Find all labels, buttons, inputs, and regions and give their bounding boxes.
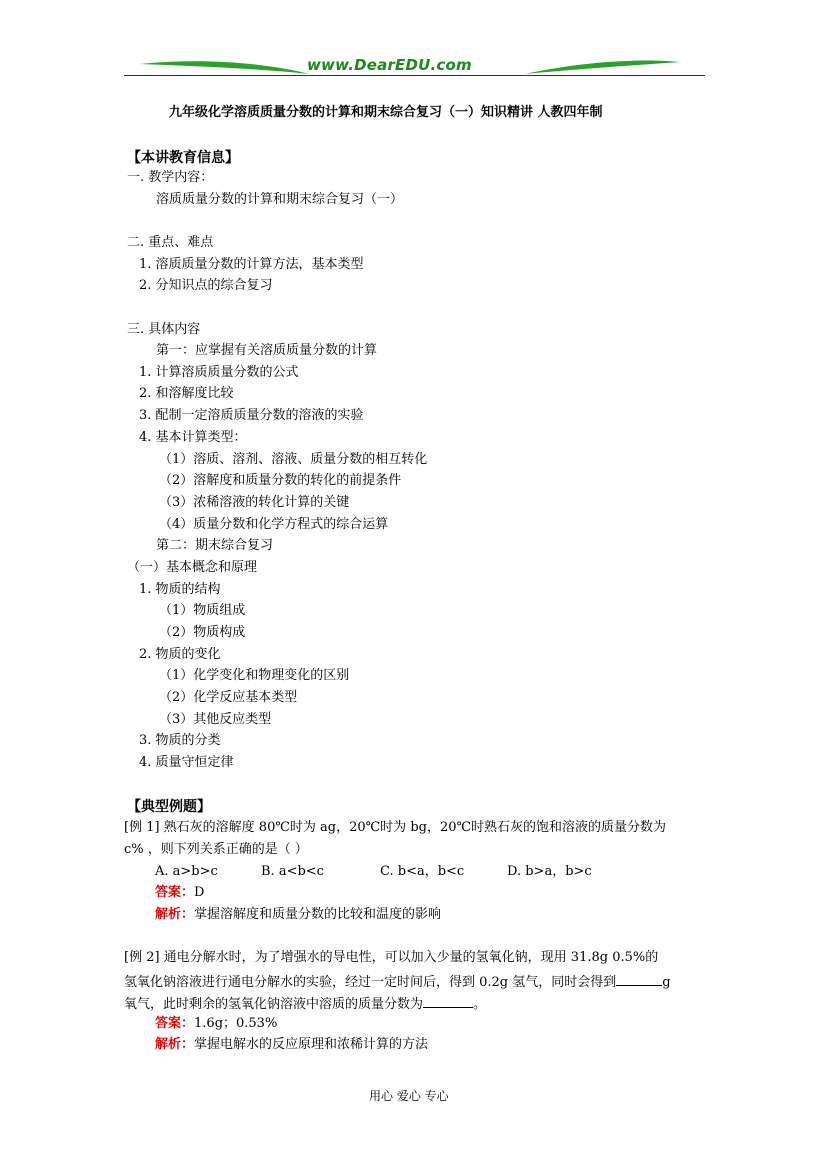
detail-label: 三. 具体内容 <box>127 322 201 337</box>
list-item: 2. 分知识点的综合复习 <box>139 278 273 293</box>
answer-value: 1.6g；0.53% <box>194 1016 278 1031</box>
teach-label: 一. 教学内容： <box>127 170 214 185</box>
focus-label: 二. 重点、难点 <box>127 235 214 250</box>
example1-question: [例 1] 熟石灰的溶解度 80℃时为 ag，20℃时为 bg，20℃时熟石灰的饱和溶液的质量分数为 <box>124 820 667 835</box>
example2-analysis <box>155 1037 428 1053</box>
list-item: 4. 质量守恒定律 <box>139 755 234 770</box>
part2-heading: 第二：期末综合复习 <box>156 538 274 553</box>
list-item: 3. 配制一定溶质质量分数的溶液的实验 <box>139 408 364 423</box>
analysis-text: 掌握溶解度和质量分数的比较和温度的影响 <box>194 907 442 922</box>
list-item: 1. 物质的结构 <box>139 582 221 597</box>
answer-blank <box>616 972 662 986</box>
example1-answer <box>155 885 204 901</box>
answer-label: 答案： <box>155 1016 195 1031</box>
page-footer: 用心 爱心 专心 <box>369 1089 449 1103</box>
list-item: （1）化学变化和物理变化的区别 <box>159 668 350 683</box>
list-item: （1）物质组成 <box>159 603 246 618</box>
blank-unit: g <box>662 975 671 990</box>
answer-blank <box>423 994 473 1008</box>
list-item: 3. 物质的分类 <box>139 733 221 748</box>
list-item: 4. 基本计算类型： <box>139 430 247 445</box>
answer-label: 答案： <box>155 885 195 900</box>
section-heading-examples: 【典型例题】 <box>127 799 211 815</box>
list-item: （2）溶解度和质量分数的转化的前提条件 <box>159 473 402 488</box>
analysis-label: 解析： <box>155 907 195 922</box>
list-item: 1. 计算溶质质量分数的公式 <box>139 365 299 380</box>
option-c: C. b<a，b<c <box>380 864 465 879</box>
example2-question: [例 2] 通电分解水时，为了增强水的导电性，可以加入少量的氢氧化钠，现用 31.8g 0.5%的 <box>124 950 659 965</box>
example2-text: 氧气，此时剩余的氢氧化钠溶液中溶质的质量分数为 <box>124 997 424 1012</box>
list-item: （2）物质构成 <box>159 625 246 640</box>
example2-question-end <box>124 994 486 1013</box>
list-item: （2）化学反应基本类型 <box>159 690 298 705</box>
header-divider <box>124 75 705 76</box>
option-b: B. a<b<c <box>261 864 324 879</box>
option-d: D. b>a，b>c <box>507 864 592 879</box>
section-heading-info: 【本讲教育信息】 <box>127 150 239 166</box>
concepts-heading: （一）基本概念和原理 <box>127 560 258 575</box>
list-item: （3）浓稀溶液的转化计算的关键 <box>159 495 350 510</box>
list-item: 2. 和溶解度比较 <box>139 386 234 401</box>
example1-analysis <box>155 907 441 923</box>
part1-heading: 第一：应掌握有关溶质质量分数的计算 <box>156 343 378 358</box>
example2-answer <box>155 1016 277 1032</box>
list-item: （4）质量分数和化学方程式的综合运算 <box>159 517 389 532</box>
list-item: 2. 物质的变化 <box>139 647 221 662</box>
example2-text: 氢氧化钠溶液进行通电分解水的实验，经过一定时间后，得到 0.2g 氢气，同时会得到 <box>124 975 617 990</box>
example2-question-cont <box>124 972 671 991</box>
list-item: 1. 溶质质量分数的计算方法，基本类型 <box>139 257 364 272</box>
option-a: A. a>b>c <box>155 864 218 879</box>
answer-value: D <box>194 885 205 900</box>
page-title: 九年级化学溶质质量分数的计算和期末综合复习（一）知识精讲 人教四年制 <box>169 105 603 120</box>
site-logo[interactable]: www.DearEDU.com <box>307 56 472 74</box>
list-item: （3）其他反应类型 <box>159 712 272 727</box>
analysis-label: 解析： <box>155 1037 195 1052</box>
example1-question-cont: c% ，则下列关系正确的是（ ） <box>124 842 308 857</box>
teach-content: 溶质质量分数的计算和期末综合复习（一） <box>156 192 404 207</box>
list-item: （1）溶质、溶剂、溶液、质量分数的相互转化 <box>159 452 428 467</box>
analysis-text: 掌握电解水的反应原理和浓稀计算的方法 <box>194 1037 429 1052</box>
example2-end: 。 <box>473 997 487 1012</box>
